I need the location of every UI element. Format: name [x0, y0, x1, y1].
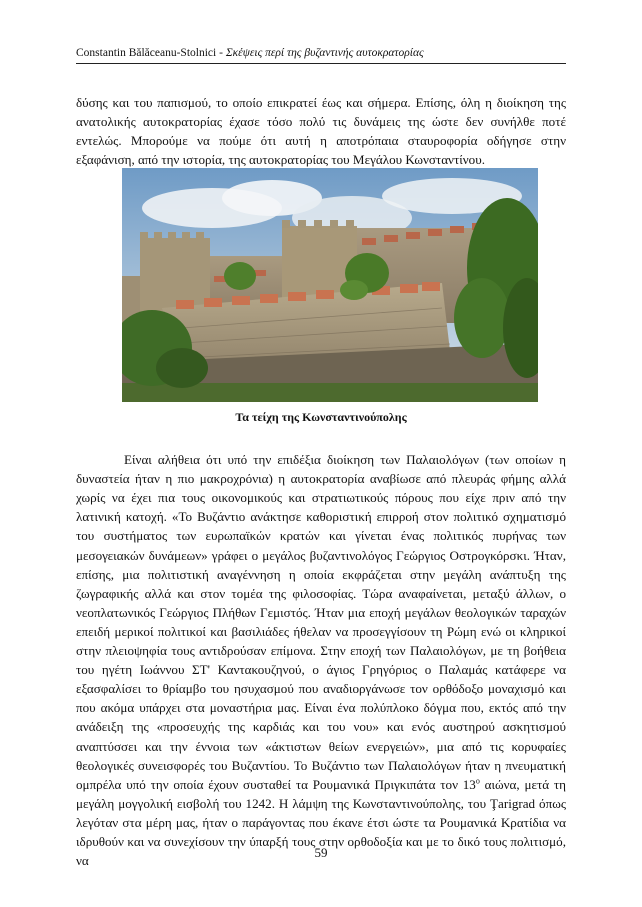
- header-rule: [76, 63, 566, 64]
- figure-caption: Τα τείχη της Κωνσταντινούπολης: [235, 410, 407, 424]
- header-separator: -: [216, 47, 226, 59]
- superscript-ordinal: ο: [475, 776, 480, 786]
- paragraph-2-part-2: αιώνα, μετά τη μεγάλη μογγολική εισβολή του 1242. Η λάμψη της Κωνσταντινούπολης, του Ţarigrad όπως λεγόταν στα μέρη μας, ήταν ο παράγοντας που έκανε έτσι ώστε τα Ρουμανικά Κρατίδια να ιδρυθούν και να συνεχίσουν την ύπαρξή τους στην ορθοδοξία και με το δικό τους πολιτισμό, να: [76, 776, 566, 869]
- page-number: 59: [314, 845, 328, 860]
- paragraph-2: [76, 450, 566, 870]
- walls-photo: [122, 168, 538, 402]
- paragraph-2-part-1: Είναι αλήθεια ότι υπό την επιδέξια διοίκηση των Παλαιολόγων (των οποίων η δυναστεία ήταν η πιο μακροχρόνια) η αυτοκρατορία αναβίωσε από πλευράς φήμης αλλά χωρίς να έχει πια τους οικονομικούς και στρατιωτικούς πόρους που είχε πριν από την λατινική κατοχή. «Το Βυζάντιο ανάκτησε καθοριστική επιρροή στον πολιτικό σχηματισμό του συστήματος των ευρωπαϊκών κρατών και γίνεται ένας πολιτικός πυρήνας των μεσογειακών δυνάμεων» γράφει ο μεγάλος βυζαντινολόγος Γεώργιος Οστρογκόρσκι. Ήταν, επίσης, μια πολιτιστική αναγέννηση η οποία εκφράζεται στην μεγάλη ανάπτυξη της ζωγραφικής αλλά και στον τομέα της φιλοσοφίας. Τώρα αναφαίνεται, μεταξύ άλλων, ο νεοπλατωνικός Γεώργιος Πλήθων Γεμιστός. Ήταν μια εποχή μεγάλων θεολογικών ταραχών επειδή μερικοί πολιτικοί και βασιλιάδες ήθελαν να προσεγγίσουν τη Ρώμη ενώ οι κληρικοί στην πλειοψηφία τους αντιδρούσαν επίμονα. Στην εποχή των Παλαιολόγων, με τη βοήθεια του ηγέτη Ιωάννου ΣΤ' Καντακουζηνού, ο άγιος Γρηγόριος ο Παλαμάς κατάφερε να εξασφαλίσει το θρίαμβο του ησυχασμού που αναδιοργάνωσε τον ορθόδοξο μοναχισμό και που ακόμα υπάρχει στα μοναστήρια μας. Είναι ένα πολύπλοκο δόγμα που, εκτός από την ανάδειξη της «προσευχής της καρδιάς και του νου» και ενός αυστηρού ασκητισμού αναπτύσσει και την έννοια των «άκτιστων θείων ενεργειών», μια από τις κορυφαίες θεολογικές συνεισφορές του Βυζαντίου. Το Βυζάντιο των Παλαιολόγων ήταν η πνευματική ομπρέλα υπό την οποία έχουν συσταθεί τα Ρουμανικά Πριγκιπάτα τον 13: [76, 452, 566, 792]
- header-author: Constantin Bălăceanu-Stolnici: [76, 47, 217, 59]
- header-work-title: Σκέψεις περί της βυζαντινής αυτοκρατορίας: [225, 47, 424, 59]
- paragraph-1: δύσης και του παπισμού, το οποίο επικρατεί έως και σήμερα. Επίσης, όλη η διοίκηση της ανατολικής αυτοκρατορίας έχασε τόσο πολύ τις δυνάμεις της ώστε δεν συνήλθε ποτέ εντελώς. Μπορούμε να πούμε ότι αυτή η αποτρόπαια σταυροφορία οδήγησε στην εξαφάνιση, από την ιστορία, της αυτοκρατορίας του Μεγάλου Κωνσταντίνου.: [76, 95, 566, 168]
- running-header: [76, 47, 576, 59]
